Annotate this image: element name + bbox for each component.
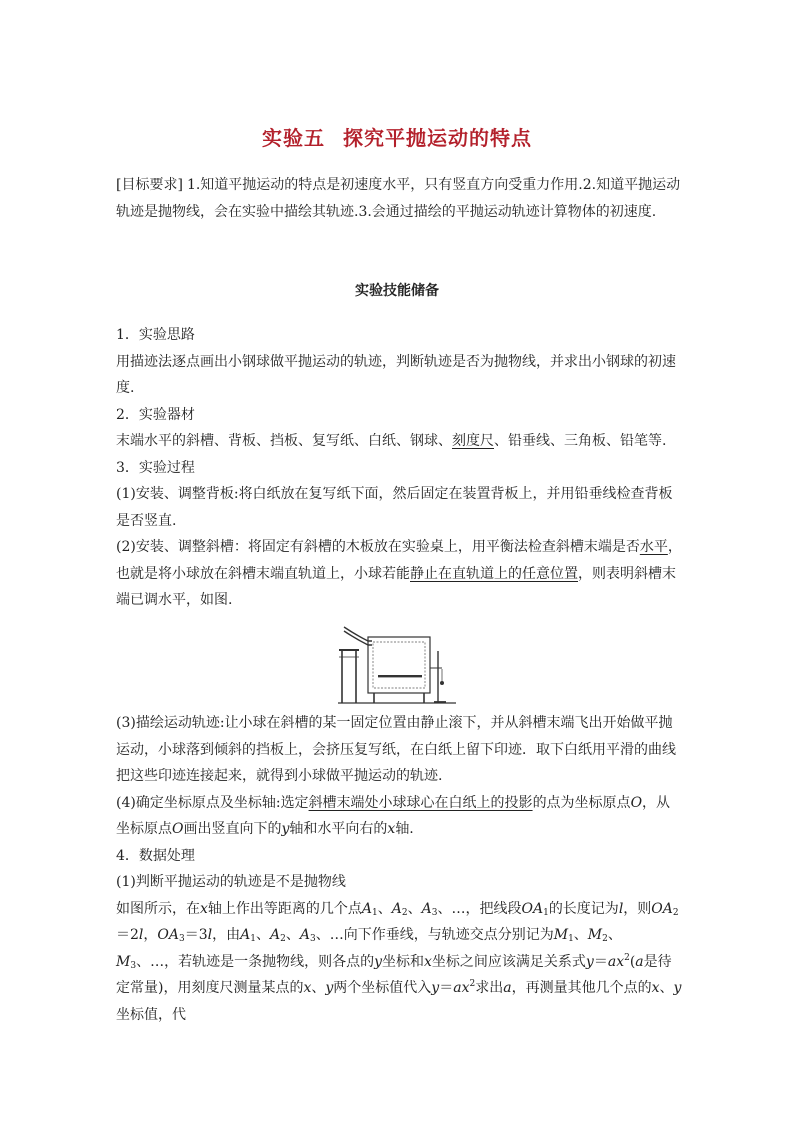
content-lower — [116, 710, 682, 1028]
goal-text: 1.知道平抛运动的特点是初速度水平，只有竖直方向受重力作用.2.知道平抛运动轨迹是抛物线，会在实验中描绘其轨迹.3.会通过描绘的平抛运动轨迹计算物体的初速度. — [116, 177, 681, 220]
s3-p2-u2: 静止在直轨道上的任意位置 — [410, 565, 578, 582]
s4-t13: 、 — [311, 980, 326, 996]
s4-t8: …，若轨迹是一条抛物线，则各点的 — [150, 953, 375, 970]
s3-p3 — [116, 710, 682, 790]
s3-p2-c: ，则表明斜槽末端已调水平，如图. — [116, 565, 676, 608]
s3-p2-a: 将固定有斜槽的木板放在实验桌上，用平衡法检查斜槽末端是否 — [247, 539, 640, 555]
s4-eq2: ＝2 — [116, 927, 139, 943]
s4-x2: x — [424, 953, 432, 970]
s3-p2-b: ，也就是将小球放在斜槽末端直轨道上，小球若能 — [116, 539, 682, 582]
goal-paragraph — [116, 172, 682, 225]
s4-t13b: 、 — [659, 980, 674, 996]
s4-paragraph: 如图所示，在x轴上作出等距离的几个点$A_1$、$A_2$、$A_3$、…，把线段$OA_1$的长度记为l，则$OA_2=2l$，$OA_3=3l$，由$A_1$、$A_2$、$A_3$、…向下作垂线，与轨迹交点分别记为$M_1$、$M_2$、$M_3$、…，若轨迹是一条抛物线，则各点的y坐标和x坐标之间应该满足关系式$y=ax^2(a$是待定常量)，用刻度尺测量某点的x、y两个坐标值代入$y=ax^2$求出a，再测量其他几个点的x、y坐标值，代 — [116, 900, 682, 1023]
s3-p1-text: 将白纸放在复写纸下面，然后固定在装置背板上，并用铅垂线检查背板是否竖直. — [116, 486, 673, 529]
s4-x4: x — [303, 980, 312, 996]
s3-p1-label: (1)安装、调整背板: — [116, 486, 239, 502]
s4-x6: x — [651, 980, 660, 996]
s3-p4 — [116, 790, 682, 843]
s1-text: 用描迹法逐点画出小钢球做平抛运动的轨迹，判断轨迹是否为抛物线，并求出小钢球的初速度. — [116, 353, 676, 396]
s3-p1 — [116, 481, 682, 534]
s3-p2 — [116, 534, 682, 614]
s3-p4-e: 轴和水平向右的 — [289, 821, 388, 837]
s3-p4-c: ，从坐标原点 — [116, 794, 671, 837]
s4-M2: M — [587, 927, 603, 943]
s2-underlined: 刻度尺 — [452, 433, 494, 449]
title-part1: 实验五 — [262, 126, 325, 150]
s3-p4-d: 画出竖直向下的 — [183, 821, 282, 837]
s3-p2-u1: 水平 — [639, 539, 668, 555]
s4-A1b: A — [240, 927, 251, 943]
s3-p4-b: 的点为坐标原点 — [532, 794, 631, 811]
s4-M1: M — [553, 927, 569, 943]
s4-a3: a — [453, 980, 462, 996]
s4-y1: y — [374, 953, 382, 970]
content-upper — [116, 322, 682, 614]
s4-t5: ，则 — [623, 900, 652, 917]
s4-A2: A — [391, 900, 402, 917]
s4-y5: y — [673, 980, 682, 996]
page-title — [0, 122, 794, 151]
s4-OA3: OA — [157, 927, 179, 943]
s3-p4-y: y — [281, 821, 290, 837]
s4-a4: a — [503, 980, 512, 996]
s3-p4-u: 斜槽末端处小球球心在白纸上的投影 — [308, 794, 533, 811]
s4-x: x — [200, 900, 208, 917]
s3-p4-label: (4)确定坐标原点及坐标轴: — [116, 794, 281, 811]
s4-t2: 轴上作出等距离的几个点 — [207, 900, 362, 917]
s4-l3: l — [207, 927, 213, 943]
s4-t3: ，把线段 — [465, 900, 522, 917]
s4-formula-eq2: ＝ — [439, 980, 454, 996]
apparatus-figure — [338, 623, 456, 705]
s4-t17: 坐标值，代 — [116, 1006, 186, 1023]
s4-t6: ，由 — [212, 927, 241, 943]
s4-t9: 坐标和 — [382, 953, 424, 970]
s3-p3-label: (3)描绘运动轨迹: — [116, 715, 225, 731]
s3-p2-label: (2)安装、调整斜槽： — [116, 539, 248, 555]
s2-heading: 2．实验器材 — [116, 406, 195, 423]
s3-p4-f: 轴. — [395, 821, 414, 837]
s4-heading: 4．数据处理 — [116, 847, 195, 864]
s4-l2: l — [138, 927, 144, 943]
s4-y4: y — [431, 980, 440, 996]
s4-y3: y — [325, 980, 334, 996]
s4-formula-eq1: ＝ — [593, 953, 608, 970]
s4-t16: ，再测量其他几个点的 — [511, 980, 652, 996]
s4-OA1: OA — [521, 900, 544, 917]
s4-t7: …向下作垂线，与轨迹交点分别记为 — [329, 927, 554, 943]
s4-y2: y — [585, 953, 594, 970]
s4-M3: M — [116, 953, 131, 970]
s4-t15: 求出 — [475, 980, 504, 996]
s4-t1: 如图所示，在 — [116, 900, 200, 917]
s4-l1: l — [618, 900, 624, 917]
title-part2: 探究平抛运动的特点 — [343, 126, 532, 150]
s4-t12: 是待定常量)，用刻度尺测量某点的 — [116, 953, 672, 996]
s4-x5: x — [461, 980, 470, 996]
s3-p4-O: O — [630, 794, 643, 811]
goal-tag: [目标要求] — [116, 177, 183, 193]
s2-text-before: 末端水平的斜槽、背板、挡板、复写纸、白纸、钢球、 — [116, 433, 452, 449]
s4-A2b: A — [270, 927, 281, 943]
s4-a1: a — [607, 953, 617, 970]
s4-t10: 坐标之间应该满足关系式 — [431, 953, 586, 970]
s4-A1: A — [361, 900, 373, 917]
s4-t11: ( — [629, 953, 636, 970]
section-heading: 实验技能储备 — [355, 283, 439, 299]
s3-p4-x: x — [387, 821, 396, 837]
s3-p4-O2: O — [172, 821, 184, 837]
s2-text-after: 、铅垂线、三角板、铅笔等. — [494, 433, 667, 449]
s3-p3-text: 让小球在斜槽的某一固定位置由静止滚下，并从斜槽末端飞出开始做平抛运动，小球落到倾斜的挡板上，会挤压复写纸，在白纸上留下印迹．取下白纸用平滑的曲线把这些印迹连接起来，就得到小球做平抛运动的轨迹. — [116, 715, 676, 784]
s4-A3b: A — [299, 927, 310, 943]
s4-t4: 的长度记为 — [548, 900, 619, 917]
s1-heading: 1．实验思路 — [116, 327, 195, 343]
s4-t14: 两个坐标值代入 — [333, 980, 432, 996]
s4-OA2: OA — [651, 900, 673, 917]
s4-a2: a — [635, 953, 644, 970]
s4-x3: x — [616, 953, 625, 970]
s4-sub1: (1)判断平抛运动的轨迹是不是抛物线 — [116, 874, 346, 890]
s4-A3: A — [421, 900, 432, 917]
s3-p4-a: 选定 — [280, 794, 309, 811]
s4-eq3: ＝3 — [184, 927, 208, 943]
s3-heading: 3．实验过程 — [116, 459, 195, 476]
s2-text — [116, 428, 682, 455]
